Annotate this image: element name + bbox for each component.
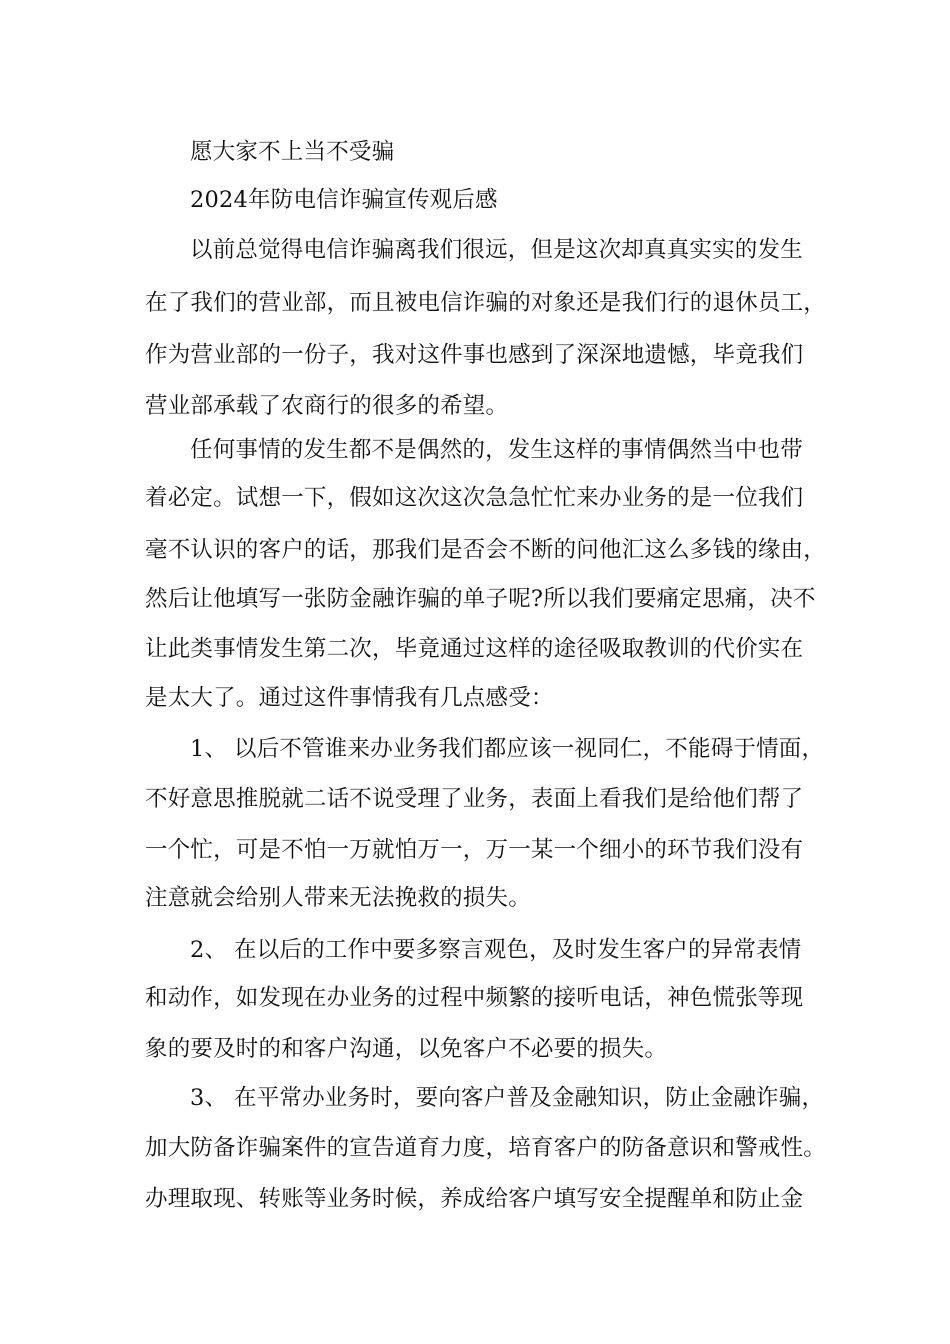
paragraph-line: 和动作，如发现在办业务的过程中频繁的接听电话，神色慌张等现 xyxy=(145,985,804,1011)
paragraph-line: 加大防备诈骗案件的宣告道育力度，培育客户的防备意识和警戒性。 xyxy=(145,1135,827,1161)
paragraph-line: 作为营业部的一份子，我对这件事也感到了深深地遗憾，毕竟我们 xyxy=(145,342,804,368)
paragraph-line: 营业部承载了农商行的很多的希望。 xyxy=(145,393,509,419)
paragraph-line: 着必定。试想一下，假如这次这次急急忙忙来办业务的是一位我们 xyxy=(145,485,804,511)
paragraph-line: 是太大了。通过这件事情我有几点感受： xyxy=(145,685,554,711)
paragraph-line: 让此类事情发生第二次，毕竟通过这样的途径吸取教训的代价实在 xyxy=(145,636,804,662)
heading-line: 愿大家不上当不受骗 xyxy=(190,139,395,165)
list-item-line: 1、 以后不管谁来办业务我们都应该一视同仁，不能碍于情面， xyxy=(190,733,824,765)
paragraph-line: 在了我们的营业部，而且被电信诈骗的对象还是我们行的退休员工， xyxy=(145,290,827,316)
paragraph-line: 注意就会给别人带来无法挽救的损失。 xyxy=(145,885,531,911)
paragraph-line: 任何事情的发生都不是偶然的，发生这样的事情偶然当中也带 xyxy=(190,437,803,463)
paragraph-line: 毫不认识的客户的话，那我们是否会不断的问他汇这么多钱的缘由， xyxy=(145,537,827,563)
paragraph-line: 象的要及时的和客户沟通，以免客户不必要的损失。 xyxy=(145,1036,668,1062)
paragraph-line: 一个忙，可是不怕一万就怕万一，万一某一个细小的环节我们没有 xyxy=(145,837,804,863)
paragraph-line: 办理取现、转账等业务时候，养成给客户填写安全提醒单和防止金 xyxy=(145,1186,804,1212)
title-line: 2024年防电信诈骗宣传观后感 xyxy=(190,187,498,213)
list-number: 2、 xyxy=(190,937,228,963)
paragraph-line: 然后让他填写一张防金融诈骗的单子呢?所以我们要痛定思痛，决不 xyxy=(145,586,816,612)
list-item-line: 2、 在以后的工作中要多察言观色，及时发生客户的异常表情 xyxy=(190,934,802,966)
paragraph-line: 以前总觉得电信诈骗离我们很远，但是这次却真真实实的发生 xyxy=(190,237,803,263)
list-number: 3、 xyxy=(190,1085,228,1111)
list-item-line: 3、 在平常办业务时，要向客户普及金融知识，防止金融诈骗， xyxy=(190,1082,824,1114)
paragraph-line: 不好意思推脱就二话不说受理了业务，表面上看我们是给他们帮了 xyxy=(145,786,804,812)
list-number: 1、 xyxy=(190,736,228,762)
